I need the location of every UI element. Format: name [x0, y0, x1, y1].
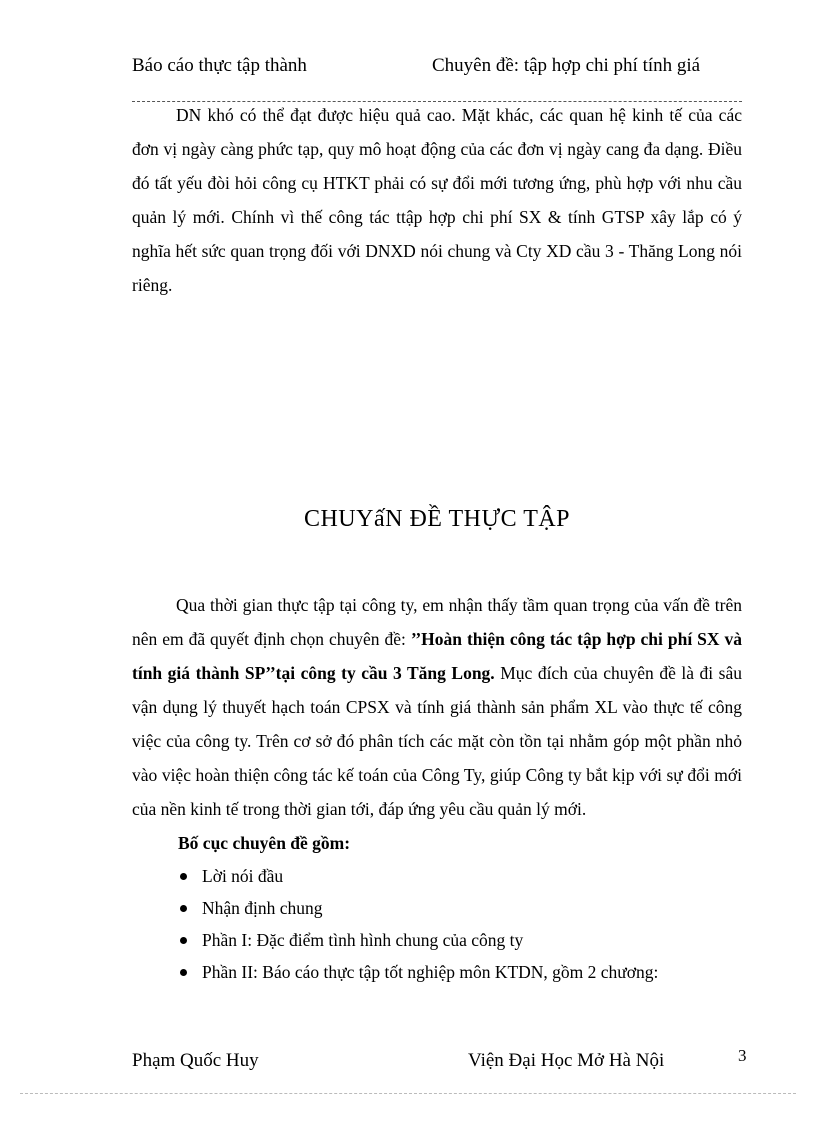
list-item-label: Nhận định chung — [202, 898, 323, 918]
page-number: 3 — [738, 1046, 747, 1065]
list-item — [178, 860, 738, 892]
list-item-label: Phần II: Báo cáo thực tập tốt nghiệp môn KTDN, gồm 2 chương: — [202, 962, 659, 982]
topic-intro-text: Qua thời gian thực tập tại công ty, em nhận thấy tầm quan trọng của vấn đề trên nên em đã quyết định chọn chuyên đề: — [132, 595, 742, 649]
list-item-label: Phần I: Đặc điểm tình hình chung của công ty — [202, 930, 524, 950]
page-title: CHUYấN ĐỀ THỰC TẬP — [303, 506, 571, 532]
list-item — [178, 924, 738, 956]
bullet-icon — [180, 905, 187, 912]
outline-list — [178, 860, 738, 988]
bullet-icon — [180, 969, 187, 976]
footer-divider — [20, 1093, 796, 1094]
paragraph-intro: DN khó có thể đạt được hiệu quả cao. Mặt khác, các quan hệ kinh tế của các đơn vị ngày càng phức tạp, quy mô hoạt động của các đơn vị ngày cang đa dạng. Điều đó tất yếu đòi hỏi công cụ HTKT phải có sự đổi mới tương ứng, phù hợp với nhu cầu quản lý mới. Chính vì thế công tác ttập hợp chi phí SX & tính GTSP xây lắp có ý nghĩa hết sức quan trọng đối với DNXD nói chung và Cty XD cầu 3 - Thăng Long nói riêng. — [132, 105, 742, 295]
footer-institution: Viện Đại Học Mở Hà Nội — [468, 1050, 665, 1071]
list-item-label: Lời nói đầu — [202, 866, 284, 886]
header-left-title: Báo cáo thực tập thành — [132, 55, 307, 76]
topic-rest-text: Mục đích của chuyên đề là đi sâu vận dụng lý thuyết hạch toán CPSX và tính giá thành sản phẩm XL vào thực tế công việc của công ty. Trên cơ sở đó phân tích các mặt còn tồn tại nhằm góp một phần nhỏ vào việc hoàn thiện công tác kế toán của Công Ty, giúp Công ty bắt kịp với sự đổi mới của nền kinh tế trong thời gian tới, đáp ứng yêu cầu quản lý mới. — [132, 663, 742, 819]
bullet-icon — [180, 873, 187, 880]
footer-author: Phạm Quốc Huy — [132, 1050, 259, 1071]
header-right-title: Chuyên đề: tập hợp chi phí tính giá — [432, 55, 701, 76]
topic-name: ’’Hoàn thiện công tác tập hợp chi phí SX và tính giá thành SP’’tại công ty cầu 3 Tăng Long. — [132, 629, 742, 683]
list-item — [178, 956, 738, 988]
paragraph-topic — [132, 588, 742, 826]
list-item — [178, 892, 738, 924]
outline-title: Bố cục chuyên đề gồm: — [178, 833, 351, 853]
bullet-icon — [180, 937, 187, 944]
